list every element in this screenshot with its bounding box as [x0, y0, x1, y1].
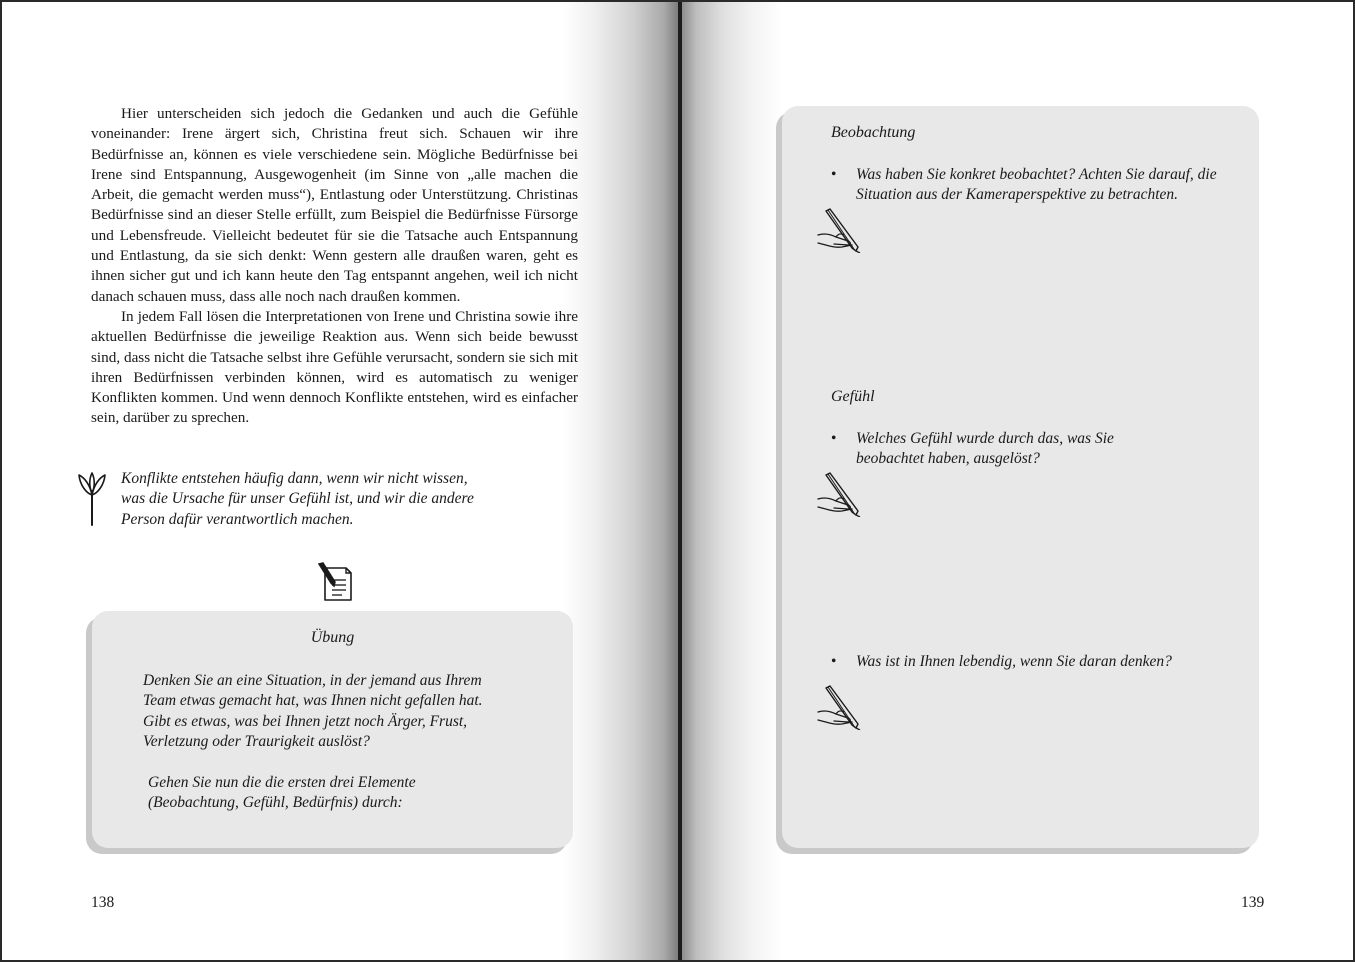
bullet-text: Was ist in Ihnen lebendig, wenn Sie daran denken?: [856, 653, 1172, 670]
bullet-item: [831, 165, 1241, 206]
page-number: 138: [91, 894, 115, 911]
exercise-body: [143, 671, 503, 833]
exercise-text: Denken Sie an eine Situation, in der jemand aus Ihrem Team etwas gemacht hat, was Ihnen nicht gefallen hat. Gibt es etwas, was bei Ihnen jetzt noch Ärger, Frust, Verletzung oder Traurigkeit auslöst?: [143, 672, 483, 751]
bullet-item: [831, 652, 1241, 672]
right-page: [682, 2, 1355, 960]
sprout-icon: [76, 471, 108, 527]
left-page: [2, 2, 678, 960]
body-text: [91, 104, 578, 429]
exercise-text: Gehen Sie nun die die ersten drei Elemente (Beobachtung, Gefühl, Bedürfnis) durch:: [148, 773, 416, 812]
tip-text: Konflikte entstehen häufig dann, wenn wir nicht wissen, was die Ursache für unser Gefühl ist, und wir die andere Person dafür verantwortlich machen.: [121, 470, 474, 528]
bullet-text: Welches Gefühl wurde durch das, was Sie beobachtet haben, ausgelöst?: [856, 430, 1114, 468]
page-number: 139: [1241, 894, 1265, 911]
bullet-text: Was haben Sie konkret beobachtet? Achten Sie darauf, die Situation aus der Kameraperspektive zu betrachten.: [856, 166, 1217, 204]
section-title-gefuehl: Gefühl: [831, 388, 875, 405]
exercise-title: Übung: [310, 629, 355, 646]
bullet-dot: •: [831, 653, 837, 670]
paragraph: In jedem Fall lösen die Interpretationen von Irene und Christina sowie ihre aktuellen Bedürfnisse die jeweilige Reaktion aus. Wenn sich beide bewusst sind, dass nicht die Tatsache selbst ihre Gefühle verursacht, sondern sie sich mit ihren Bedürfnissen verbinden können, wird es automatisch zu weniger Konflikten kommen. Und wenn dennoch Konflikte entstehen, wird es einfacher sein, darüber zu sprechen.: [91, 307, 578, 427]
bullet-dot: •: [831, 166, 837, 183]
writing-hand-icon: [814, 471, 862, 517]
writing-hand-icon: [814, 684, 862, 730]
notepad-pen-icon: [316, 562, 354, 602]
bullet-dot: •: [831, 430, 837, 447]
worksheet-box: [782, 106, 1259, 848]
paragraph: Hier unterscheiden sich jedoch die Gedanken und auch die Gefühle voneinander: Irene ärgert sich, Christina freut sich. Schauen wir ihre Bedürfnisse an, können es viele verschiedene sein. Mögliche Bedürfnisse bei Irene sind Entspannung, Ausgewogenheit (im Sinne von „alle machen die Arbeit, die gemacht werden muss“), Entlastung oder Unterstützung. Christinas Bedürfnisse sind an dieser Stelle erfüllt, zum Beispiel die Bedürfnisse Fürsorge und Lebensfreude. Vielleicht bedeutet für sie die Tatsache auch Entspannung und Entlastung, da sie sich denkt: Wenn gestern alle draußen waren, geht es ihnen sicher gut und ich kann heute den Tag entspannt angehen, weil ich nicht danach schauen muss, dass alle noch nach draußen kommen.: [91, 105, 578, 305]
writing-hand-icon: [814, 207, 862, 253]
section-title-beobachtung: Beobachtung: [831, 124, 916, 141]
exercise-box: [92, 611, 573, 848]
bullet-item: [831, 429, 1131, 470]
